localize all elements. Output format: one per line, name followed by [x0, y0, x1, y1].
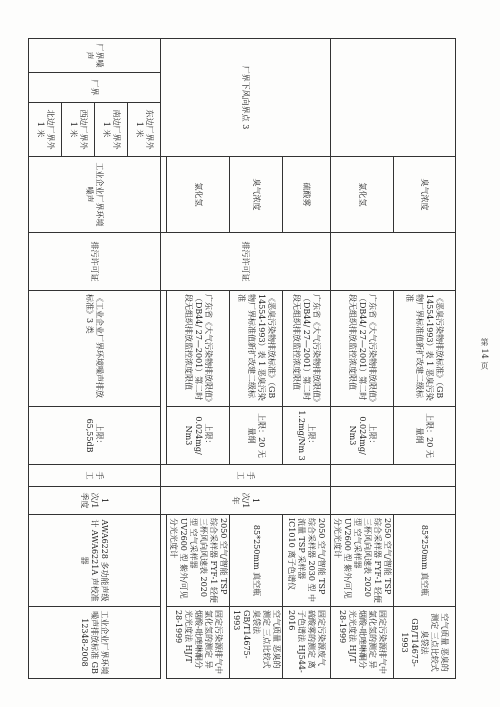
- monitoring-table: [28, 38, 456, 679]
- noise-standard-cell: 《工业企业厂界环境噪声排放标准》3 类: [29, 291, 161, 407]
- equipment-cell: 2050 空气/智能 TSP 综合采样器 2030 型 中流量 TSP 采样器 IC1010 离子色谱仪: [283, 515, 331, 607]
- standard-cell: 广东省《大气污染物排放限值》（DB44/ 27—2001）第二时段无组织排放监控浓度限值: [331, 291, 394, 407]
- method-cell: 空气质量 恶臭的测定 三点比较式臭袋法 GB/T14675-1993: [394, 607, 456, 679]
- item-cell: 氯化氢: [167, 157, 230, 233]
- standard-cell: 广东省《大气污染物排放限值》（DB44/ 27—2001）第二时段无组织排放监控浓度限值: [283, 291, 331, 407]
- page-number: 第 14 页: [480, 338, 489, 370]
- limit-cell: 上限：20 无量纲: [230, 407, 283, 465]
- noise-point-cell: 西边厂界外 1 米: [62, 103, 95, 157]
- boundary-point-cell: 厂界下风向界点 3: [161, 39, 331, 157]
- noise-group-cell: 厂界: [29, 73, 161, 103]
- limit-cell: 上限：0.024mg/ Nm3: [331, 407, 394, 465]
- noise-mode-cell: 手工: [29, 465, 161, 487]
- item-cell: 氯化氢: [331, 157, 394, 233]
- limit-cell: 上限：0.024mg/ Nm3: [167, 407, 230, 465]
- frequency-cell: 1 次/1 年: [161, 487, 331, 515]
- table-row: [394, 39, 456, 679]
- method-cell: 固定污染源排气中氯化氢的测定 异烟酸-吡唑啉酮分光光度法 HJ/T 28-1999: [331, 607, 394, 679]
- method-cell: 固定污染源废气 硫酸雾的测定 离子色谱法 HJ544-2016: [283, 607, 331, 679]
- permit-cell: [331, 233, 456, 291]
- mode-cell: 手工: [161, 465, 331, 487]
- equipment-cell: 2050 空气/智能 TSP 综合采样器 FYF-1 轻便三杯风向风速表 2020 型 空气采样器 UV2600 型 紫外/可见分光光度计: [167, 515, 230, 607]
- boundary-cell: [331, 39, 456, 157]
- equipment-cell: 85*250mm 真空瓶: [394, 515, 456, 607]
- table-row: [283, 39, 331, 679]
- noise-method-cell: 工业企业厂界环境噪声排放标准 GB 12348-2008: [29, 607, 161, 679]
- standard-cell: 《恶臭污染物排放标准》（GB 14554-1993）表 1 恶臭污染物厂界标准值新扩改建二级标准: [230, 291, 283, 407]
- item-cell: 臭气浓度: [230, 157, 283, 233]
- noise-equipment-cell: AWA6228 多功能声级计 AWA6221A 声校准器: [29, 515, 161, 607]
- spacer-cell: [161, 157, 167, 515]
- noise-permit-cell: 排污许可证: [29, 233, 161, 291]
- item-cell: 臭气浓度: [394, 157, 456, 233]
- noise-point-cell: 南边厂界外 1 米: [95, 103, 128, 157]
- noise-category-cell: 厂界噪声: [29, 39, 161, 73]
- method-cell: 固定污染源排气中氯化氢的测定 异烟酸-吡唑啉酮分光光度法 HJ/T 28-1999: [167, 607, 230, 679]
- standard-cell: 《恶臭污染物排放标准》（GB 14554-1993）表 1 恶臭污染物厂界标准值新扩改建二级标准: [394, 291, 456, 407]
- equipment-cell: 85*250mm 真空瓶: [230, 515, 283, 607]
- noise-point-cell: 东边厂界外 1 米: [128, 103, 161, 157]
- rotated-table-stage: [36, 38, 456, 678]
- permit-cell: 排污许可证: [161, 233, 331, 291]
- frequency-cell: [331, 487, 456, 515]
- noise-frequency-cell: 1 次/1 季度: [29, 487, 161, 515]
- limit-cell: 上限：1.2mg/Nm 3: [283, 407, 331, 465]
- standard-cell: 广东省《大气污染物排放限值》（DB44/ 27—2001）第二时段无组织排放监控浓度限值: [167, 291, 230, 407]
- noise-item-cell: 工业企业厂界环境噪声: [29, 157, 161, 233]
- noise-limit-cell: 上限：65,55dB: [29, 407, 161, 465]
- item-cell: 硫酸雾: [283, 157, 331, 233]
- method-cell: 空气质量 恶臭的测定 三点比较式臭袋法 GB/T14675-1993: [230, 607, 283, 679]
- equipment-cell: 2050 空气/智能 TSP 综合采样器 FYF-1 轻便三杯风向风速表 2020 型 空气采样器 UV2600 型 紫外/可见分光光度计: [331, 515, 394, 607]
- noise-point-cell: 北边厂界外 1 米: [29, 103, 62, 157]
- table-row: [128, 39, 161, 679]
- mode-cell: [331, 465, 456, 487]
- limit-cell: 上限：20 无量纲: [394, 407, 456, 465]
